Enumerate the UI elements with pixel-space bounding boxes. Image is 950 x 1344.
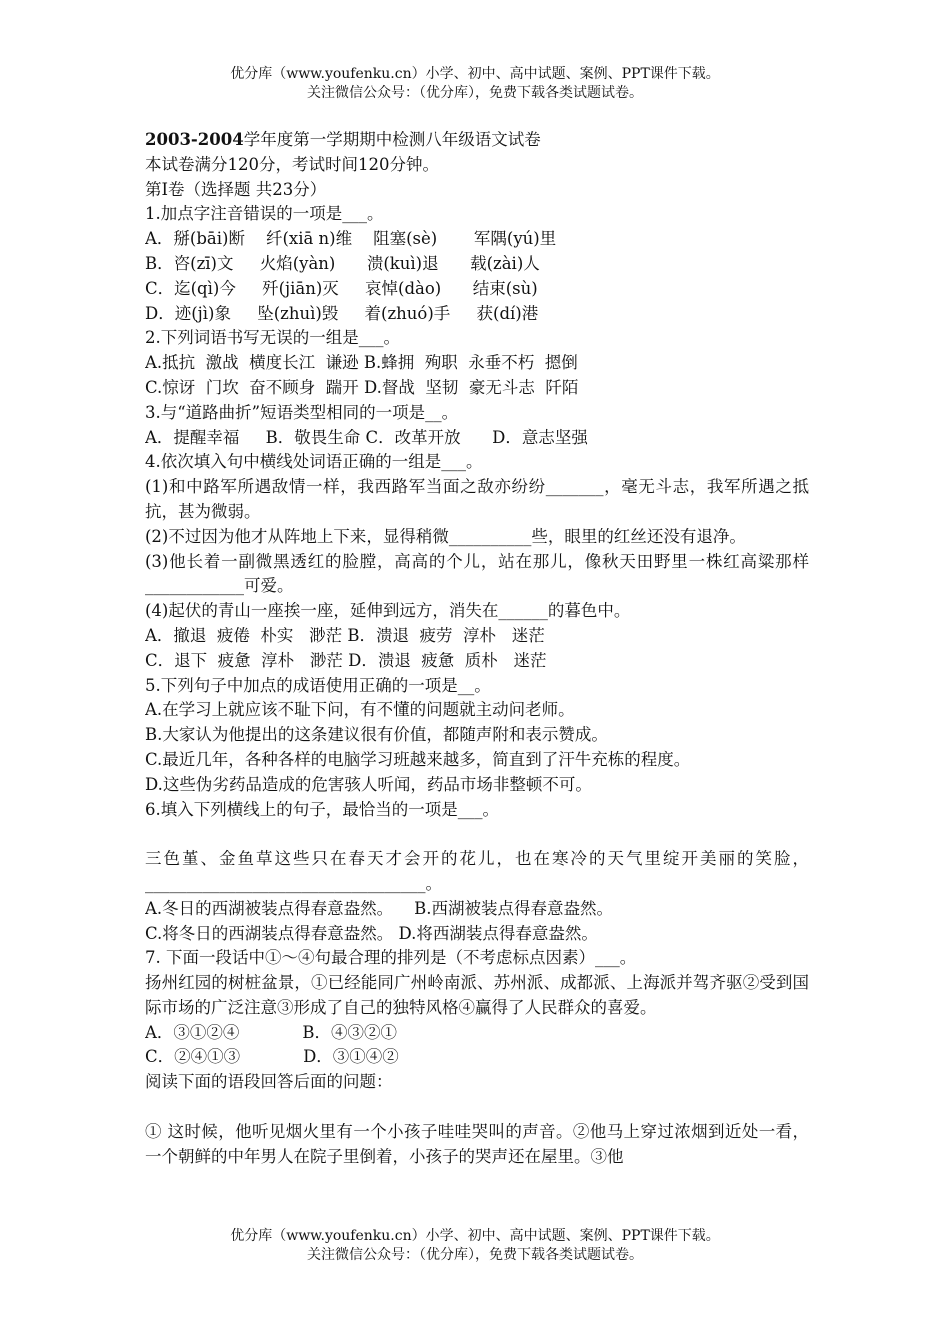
page-footer (0, 1227, 950, 1265)
question-5-option-a: A.在学习上就应该不耻下问，有不懂的问题就主动问老师。 (145, 700, 575, 720)
reading-passage: ① 这时候，他听见烟火里有一个小孩子哇哇哭叫的声音。②他马上穿过浓烟到近处一看，一个朝鲜的中年男人在院子里倒着，小孩子的哭声还在屋里。③他 (145, 1121, 809, 1166)
question-4-sentence-4: (4)起伏的青山一座挨一座，延伸到远方，消失在______的暮色中。 (145, 601, 631, 621)
question-5-stem: 5.下列句子中加点的成语使用正确的一项是__。 (145, 675, 491, 695)
exam-title-text: 学年度第一学期期中检测八年级语文试卷 (243, 130, 541, 149)
question-1-stem: 1.加点字注音错误的一项是___。 (145, 204, 384, 224)
question-4-sentence-1: (1)和中路军所遇敌情一样，我西路军当面之敌亦纷纷_______，毫无斗志，我军所遇之抵抗，甚为微弱。 (145, 477, 809, 521)
question-7-passage: 扬州红园的树桩盆景，①已经能同广州岭南派、苏州派、成都派、上海派并驾齐驱②受到国际市场的广泛注意③形成了自己的独特风格④赢得了人民群众的喜爱。 (145, 973, 809, 1017)
question-6-options-ab: A.冬日的西湖被装点得春意盎然。 B.西湖被装点得春意盎然。 (145, 898, 614, 918)
question-6-options-cd: C.将冬日的西湖装点得春意盎然。 D.将西湖装点得春意盎然。 (145, 923, 598, 943)
question-4-sentence-3: (3)他长着一副微黑透红的脸膛，高高的个儿，站在那儿，像秋天田野里一株红高粱那样____________可爱。 (145, 551, 809, 596)
page-header (0, 65, 950, 103)
question-1-option-a: A．掰(bāi)断 纤(xiā n)维 阻塞(sè) 军隅(yú)里 (145, 229, 557, 249)
question-4-options-cd: C．退下 疲惫 淳朴 渺茫 D．溃退 疲惫 质朴 迷茫 (145, 650, 547, 670)
header-line-2: 关注微信公众号：（优分库），免费下载各类试题试卷。 (307, 85, 643, 101)
section-heading: 第I卷（选择题 共23分） (145, 179, 327, 199)
question-1-option-d: D．迹(jì)象 坠(zhuì)毁 着(zhuó)手 获(dí)港 (145, 303, 539, 323)
exam-content (145, 128, 809, 1169)
footer-line-2: 关注微信公众号：（优分库），免费下载各类试题试卷。 (307, 1247, 643, 1263)
question-4-sentence-2: (2)不过因为他才从阵地上下来，显得稍微__________些，眼里的红丝还没有退净。 (145, 526, 746, 546)
question-7-stem: 7. 下面一段话中①～④句最合理的排列是（不考虑标点因素）___。 (145, 948, 637, 968)
footer-line-1: 优分库（www.youfenku.cn）小学、初中、高中试题、案例、PPT课件下载。 (230, 1228, 720, 1244)
question-2-options-cd: C.惊讶 门坎 奋不顾身 踹开 D.督战 坚韧 豪无斗志 阡陌 (145, 377, 579, 397)
question-6-stem: 6.填入下列横线上的句子，最恰当的一项是___。 (145, 799, 499, 819)
exam-intro: 本试卷满分120分，考试时间120分钟。 (145, 154, 439, 174)
question-4-stem: 4.依次填入句中横线处词语正确的一组是___。 (145, 452, 483, 472)
exam-title-year: 2003-2004 (145, 130, 244, 149)
question-3-options: A．提醒幸福 B．敬畏生命 C．改革开放 D．意志坚强 (145, 427, 588, 447)
exam-title (145, 128, 809, 153)
question-1-option-b: B．咨(zī)文 火焰(yàn) 溃(kuì)退 载(zài)人 (145, 253, 540, 273)
question-2-options-ab: A.抵抗 激战 横度长江 谦逊 B.蜂拥 殉职 永垂不朽 摁倒 (145, 353, 578, 373)
question-3-stem: 3.与“道路曲折”短语类型相同的一项是__。 (145, 402, 459, 422)
question-4-options-ab: A．撤退 疲倦 朴实 渺茫 B．溃退 疲劳 淳朴 迷茫 (145, 625, 545, 645)
question-7-options-cd: C．②④①③ D．③①④② (145, 1047, 399, 1067)
question-7-options-ab: A．③①②④ B．④③②① (145, 1022, 397, 1042)
question-5-option-b: B.大家认为他提出的这条建议很有价值，都随声附和表示赞成。 (145, 725, 608, 745)
question-6-passage: 三色堇、金鱼草这些只在春天才会开的花儿，也在寒冷的天气里绽开美丽的笑脸，__________________________________。 (145, 849, 809, 893)
question-1-option-c: C．迄(qì)今 歼(jiān)灭 哀悼(dào) 结束(sù) (145, 278, 538, 298)
header-line-1: 优分库（www.youfenku.cn）小学、初中、高中试题、案例、PPT课件下载。 (230, 66, 720, 82)
question-5-option-c: C.最近几年，各种各样的电脑学习班越来越多，简直到了汗牛充栋的程度。 (145, 749, 691, 769)
question-5-option-d: D.这些伪劣药品造成的危害骇人听闻，药品市场非整顿不可。 (145, 774, 592, 794)
question-2-stem: 2.下列词语书写无误的一组是___。 (145, 328, 400, 348)
spacer (145, 822, 809, 847)
spacer (145, 1095, 809, 1120)
reading-instruction: 阅读下面的语段回答后面的问题： (145, 1072, 393, 1092)
